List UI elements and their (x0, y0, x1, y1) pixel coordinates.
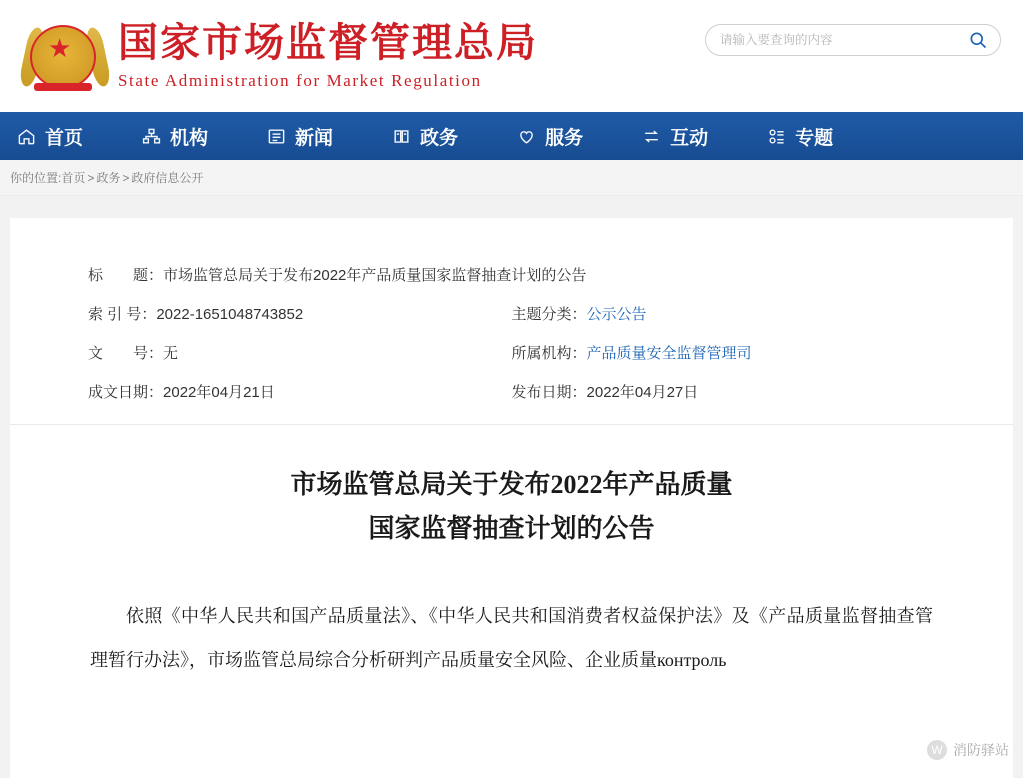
document-card (10, 218, 1013, 778)
metadata-label-publishdate: 发布日期： (511, 384, 587, 401)
metadata-docnumber-field (88, 342, 512, 363)
breadcrumb-separator-0: > (87, 170, 95, 185)
breadcrumb-item-2[interactable]: 政府信息公开 (131, 171, 204, 185)
metadata-category-field (512, 303, 936, 324)
document-title (90, 463, 933, 551)
wechat-logo-icon: W (927, 740, 947, 760)
nav-label-topic: 专题 (795, 127, 834, 149)
metadata-label-index: 索 引 号： (88, 306, 157, 323)
metadata-title-field (88, 264, 935, 285)
metadata-label-writtendate: 成文日期： (88, 384, 164, 401)
nav-label-interaction: 互动 (670, 127, 709, 149)
national-emblem-icon: ★ (28, 19, 102, 93)
metadata-value-docnumber: 无 (163, 345, 179, 362)
site-title-block (118, 21, 538, 91)
nav-item-news[interactable] (266, 123, 333, 150)
nav-item-topic[interactable] (766, 123, 833, 150)
heart-icon (516, 126, 536, 146)
nav-item-org[interactable] (141, 123, 208, 150)
nav-item-government[interactable] (391, 123, 458, 150)
nav-label-service: 服务 (545, 127, 584, 149)
nav-label-org: 机构 (170, 127, 209, 149)
metadata-value-category[interactable]: 公示公告 (586, 306, 647, 323)
main-navigation (0, 112, 1023, 160)
page-content (0, 196, 1023, 778)
search-box[interactable] (705, 24, 1001, 56)
document-title-line-2: 国家监督抽查计划的公告 (368, 514, 655, 544)
metadata-value-publishdate: 2022年04月27日 (586, 384, 699, 401)
nav-item-interaction[interactable] (641, 123, 708, 150)
org-icon (141, 126, 161, 146)
breadcrumb-prefix: 你的位置: (10, 171, 62, 185)
nav-label-government: 政务 (420, 127, 459, 149)
metadata-row (88, 381, 935, 402)
news-icon (266, 126, 286, 146)
breadcrumb-item-1[interactable]: 政务 (96, 171, 121, 185)
nav-label-home: 首页 (45, 127, 84, 149)
metadata-publishdate-field (512, 381, 936, 402)
breadcrumb-item-0[interactable]: 首页 (61, 171, 86, 185)
site-title-en: State Administration for Market Regulation (118, 71, 482, 90)
document-article (10, 425, 1013, 682)
site-header (0, 0, 1023, 112)
home-icon (16, 126, 36, 146)
breadcrumb (0, 160, 1023, 196)
search-input[interactable] (718, 32, 968, 48)
government-icon (391, 126, 411, 146)
document-paragraph-1: 依照《中华人民共和国产品质量法》、《中华人民共和国消费者权益保护法》及《产品质量监督抽查管理暂行办法》，市场监管总局综合分析研判产品质量安全风险、企业质量контроль (90, 606, 933, 670)
metadata-value-index: 2022-1651048743852 (156, 306, 304, 323)
document-title-line-1: 市场监管总局关于发布2022年产品质量 (290, 470, 733, 499)
watermark-text: 消防驿站 (953, 742, 1009, 758)
search-icon[interactable] (968, 30, 988, 50)
metadata-row (88, 342, 935, 363)
metadata-row (88, 303, 935, 324)
metadata-writtendate-field (88, 381, 512, 402)
metadata-row (88, 264, 935, 285)
metadata-value-department[interactable]: 产品质量安全监督管理司 (586, 345, 752, 362)
metadata-value-writtendate: 2022年04月21日 (163, 384, 275, 401)
nav-label-news: 新闻 (295, 127, 334, 149)
breadcrumb-separator-1: > (122, 170, 130, 185)
metadata-index-field (88, 303, 512, 324)
nav-item-service[interactable] (516, 123, 583, 150)
document-metadata (10, 218, 1013, 425)
topic-icon (766, 126, 786, 146)
metadata-label-title: 标 题： (88, 267, 164, 284)
metadata-department-field (512, 342, 936, 363)
site-title-cn: 国家市场监督管理总局 (118, 20, 538, 65)
metadata-label-docnumber: 文 号： (88, 345, 164, 362)
metadata-value-title: 市场监管总局关于发布2022年产品质量国家监督抽查计划的公告 (163, 267, 587, 284)
metadata-label-department: 所属机构： (511, 345, 587, 362)
metadata-label-category: 主题分类： (511, 306, 587, 323)
exchange-icon (641, 126, 661, 146)
nav-item-home[interactable] (16, 123, 83, 150)
